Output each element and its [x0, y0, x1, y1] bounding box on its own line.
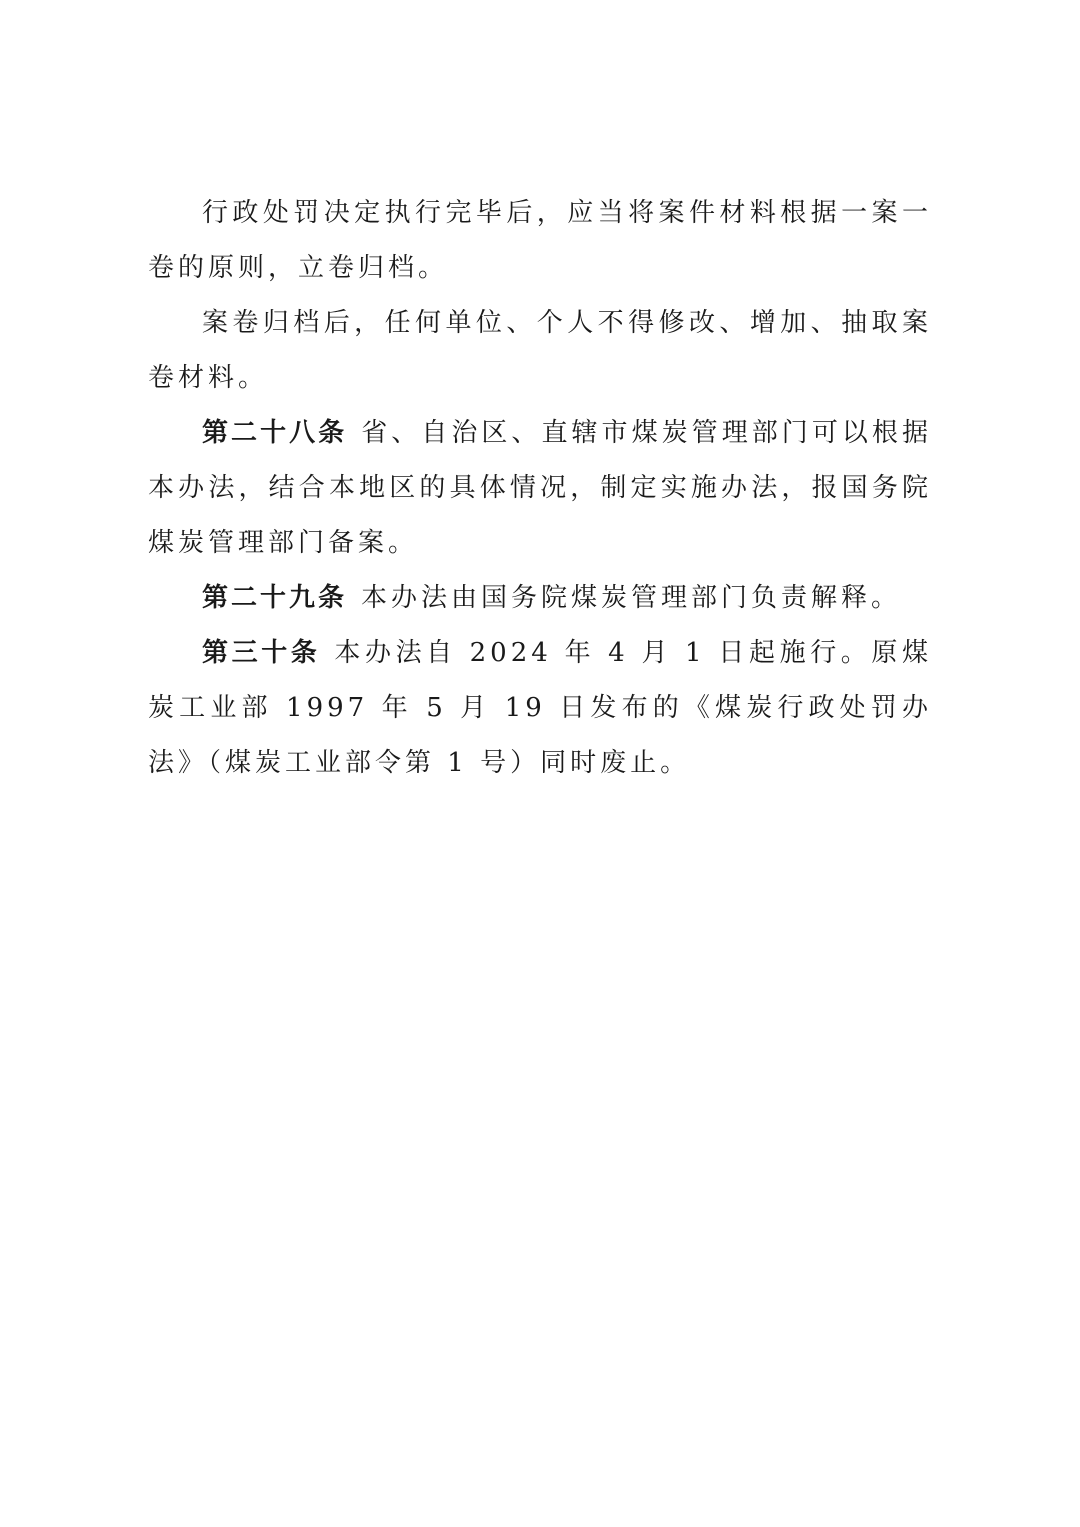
article-28 [148, 406, 932, 571]
article-30 [148, 626, 932, 791]
document-body [148, 186, 932, 791]
paragraph-archiving [148, 186, 932, 296]
article-text: 本办法自 2024 年 4 月 1 日起施行。原煤炭工业部 1997 年 5 月 19 日发布的《煤炭行政处罚办法》（煤炭工业部令第 1 号）同时废止。 [148, 638, 932, 778]
paragraph-text: 案卷归档后，任何单位、个人不得修改、增加、抽取案卷材料。 [148, 308, 932, 393]
article-text: 省、自治区、直辖市煤炭管理部门可以根据本办法，结合本地区的具体情况，制定实施办法，报国务院煤炭管理部门备案。 [148, 418, 932, 558]
article-29 [148, 571, 932, 626]
article-label: 第二十八条 [202, 418, 348, 448]
paragraph-text: 行政处罚决定执行完毕后，应当将案件材料根据一案一卷的原则，立卷归档。 [148, 198, 932, 283]
article-label: 第二十九条 [202, 583, 348, 613]
paragraph-archive-integrity [148, 296, 932, 406]
article-label: 第三十条 [202, 638, 321, 668]
article-text: 本办法由国务院煤炭管理部门负责解释。 [361, 583, 902, 613]
